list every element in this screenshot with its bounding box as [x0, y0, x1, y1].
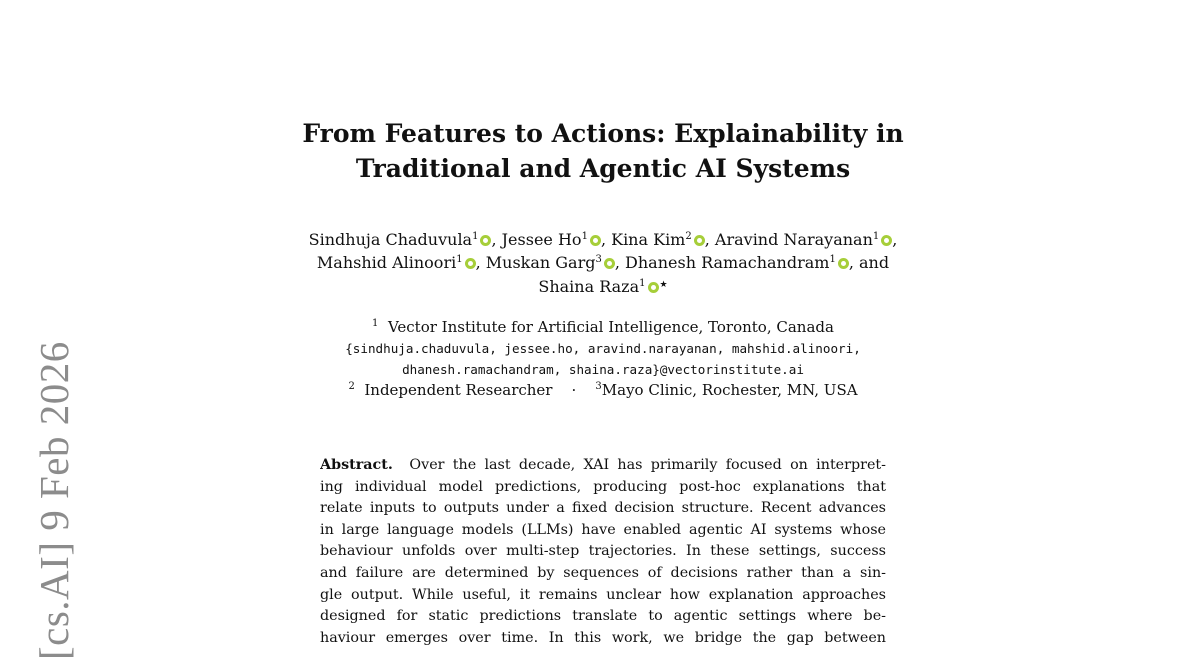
abstract-text: Over the last decade, XAI has primarily focused on interpret- [409, 457, 886, 473]
abstract-line: designed for static predictions translate to agentic settings where be- [320, 608, 886, 625]
title-line: From Features to Actions: Explainability in [302, 119, 904, 148]
affiliation-name: Vector Institute for Artificial Intelligence, Toronto, Canada [387, 318, 834, 336]
abstract [320, 455, 886, 649]
affiliation-mark: 1 [639, 278, 646, 289]
affiliation-mark: 1 [472, 231, 479, 242]
paper-title [300, 116, 906, 186]
corresponding-author-star-icon: ★ [659, 280, 668, 290]
affiliation-name: Mayo Clinic, Rochester, MN, USA [601, 381, 858, 399]
title-line: Traditional and Agentic AI Systems [355, 154, 851, 183]
affiliation-mark: 2 [685, 231, 692, 242]
affiliation-mark: 3 [595, 254, 602, 265]
author [502, 230, 601, 249]
arxiv-stamp: [cs.AI] 9 Feb 2026 [31, 341, 77, 660]
author-name: Aravind Narayanan [714, 230, 873, 249]
orcid-icon[interactable] [648, 282, 659, 293]
orcid-icon[interactable] [604, 258, 615, 269]
affiliation-line [270, 317, 936, 338]
abstract-line [320, 455, 886, 477]
affiliation-separator: · [571, 381, 577, 399]
orcid-icon[interactable] [465, 258, 476, 269]
author-conjunction: and [859, 253, 890, 272]
orcid-icon[interactable] [838, 258, 849, 269]
abstract-line: haviour emerges over time. In this work, we bridge the gap between [320, 629, 886, 646]
affiliation-mark: 1 [872, 231, 880, 242]
email-line: dhanesh.ramachandram, shaina.raza}@vectorinstitute.ai [402, 362, 804, 377]
affiliation-mark: 1 [372, 318, 379, 329]
abstract-line: ing individual model predictions, producing post-hoc explanations that [320, 478, 886, 495]
author-name: Sindhuja Chaduvula [308, 230, 473, 249]
abstract-line: relate inputs to outputs under a fixed decision structure. Recent advances [320, 500, 886, 517]
author [486, 253, 615, 272]
author-line: Sindhuja Chaduvula$^1$ , Jessee Ho$^1$ , Kina Kim$^2$ , Aravind Narayanan$^1$ , [308, 230, 898, 249]
author-name: Muskan Garg [485, 253, 596, 272]
author [309, 230, 492, 249]
author [317, 253, 476, 272]
affiliation-mark: 2 [348, 381, 355, 392]
affiliations [270, 317, 936, 401]
orcid-icon[interactable] [590, 235, 601, 246]
affiliation-mark: 3 [595, 381, 602, 392]
affiliation-name: Independent Researcher [364, 381, 553, 399]
affiliation-mark: 1 [456, 254, 463, 265]
orcid-icon[interactable] [480, 235, 491, 246]
author-name: Jessee Ho [501, 230, 582, 249]
author-name: Mahshid Alinoori [316, 253, 457, 272]
affiliation-mark: 1 [581, 231, 588, 242]
author-name: Kina Kim [611, 230, 686, 249]
author-line [270, 274, 936, 298]
abstract-line: behaviour unfolds over multi-step trajectories. In these settings, success [320, 543, 886, 560]
author [538, 277, 667, 296]
orcid-icon[interactable] [694, 235, 705, 246]
author-list [270, 228, 936, 298]
orcid-icon[interactable] [881, 235, 892, 246]
abstract-line: gle output. While useful, it remains unclear how explanation approaches [320, 586, 886, 603]
author-line: Mahshid Alinoori$^1$ , Muskan Garg$^3$ , Dhanesh Ramachandram$^1$ , and [316, 253, 890, 272]
abstract-line: in large language models (LLMs) have enabled agentic AI systems whose [320, 521, 886, 538]
author-name: Dhanesh Ramachandram [625, 253, 830, 272]
author-name: Shaina Raza [538, 277, 640, 296]
author [715, 230, 892, 249]
author [611, 230, 705, 249]
affiliation-line [270, 380, 936, 401]
email-line: {sindhuja.chaduvula, jessee.ho, aravind.narayanan, mahshid.alinoori, [345, 341, 861, 356]
abstract-line: and failure are determined by sequences of decisions rather than a sin- [320, 564, 886, 581]
author [625, 253, 849, 272]
abstract-label: Abstract. [320, 457, 393, 473]
affiliation-mark: 1 [829, 254, 836, 265]
